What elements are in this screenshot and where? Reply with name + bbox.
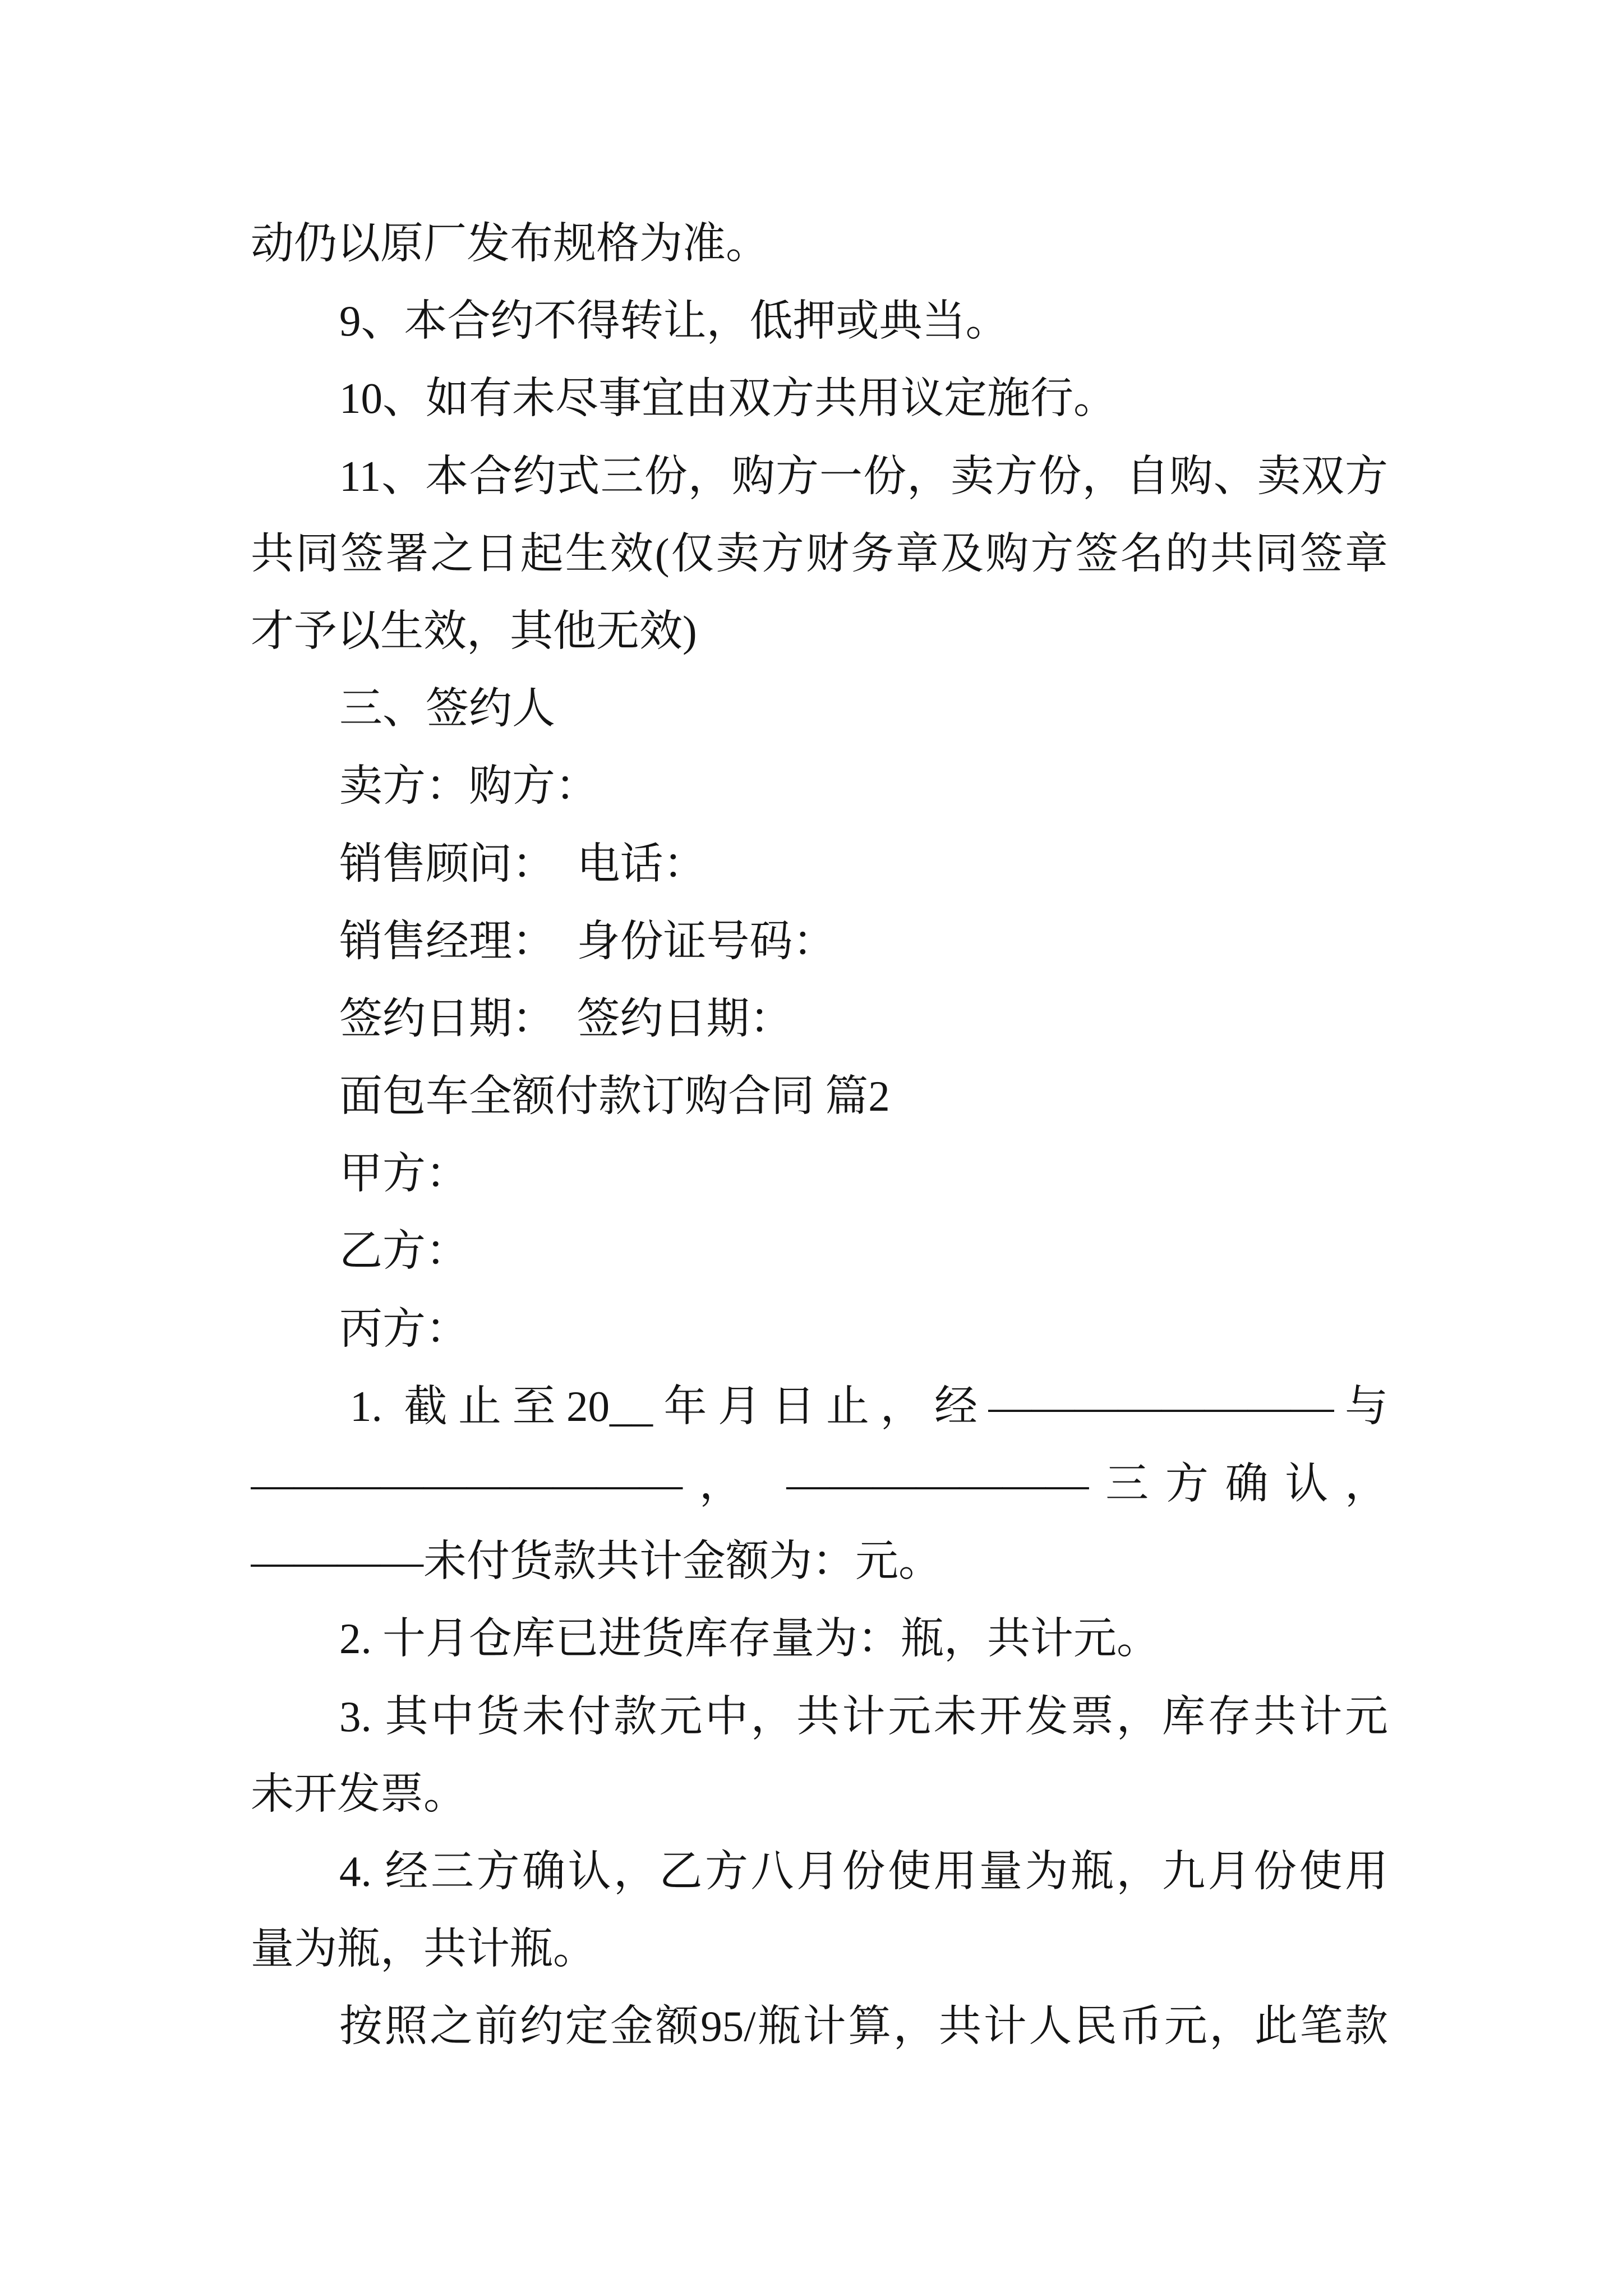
document-body (251, 205, 1388, 2065)
text-line: 按照之前约定金额95/瓶计算，共计人民币元，此笔款 (339, 2002, 1388, 2051)
text-line: 三、签约人 (339, 684, 555, 733)
text-line: 甲方： (339, 1149, 469, 1198)
text-line: 1. 截止至20__年月日止，经————————与 (350, 1382, 1388, 1430)
text-line: 卖方：购方： (339, 762, 598, 811)
item-3 (251, 1678, 1388, 1833)
text-line: 丙方： (339, 1304, 469, 1353)
sales-manager-id-field (251, 903, 1388, 980)
signing-date-field (251, 980, 1388, 1057)
payment-paragraph (251, 1987, 1388, 2065)
text-line: ——————————， ———————三方确认， (251, 1460, 1388, 1508)
seller-buyer-field (251, 747, 1388, 825)
text-line: 9、本合约不得转让，低押或典当。 (339, 297, 1009, 346)
contract-title (251, 1057, 1388, 1135)
clause-9 (251, 282, 1388, 360)
party-b-field (251, 1212, 1388, 1290)
item-2 (251, 1600, 1388, 1677)
signatories-heading (251, 670, 1388, 747)
text-line: 10、如有未尽事宜由双方共用议定施行。 (339, 374, 1117, 423)
text-line: 3. 其中货未付款元中，共计元未开发票，库存共计元 (339, 1692, 1388, 1741)
text-line: 面包车全额付款订购合同 篇2 (339, 1072, 890, 1121)
text-line: 量为瓶，共计瓶。 (251, 1925, 596, 1973)
text-line: ————未付货款共计金额为：元。 (251, 1537, 942, 1586)
clause-10 (251, 360, 1388, 437)
paragraph (251, 205, 1388, 282)
text-line: 乙方： (339, 1227, 469, 1276)
clause-11 (251, 438, 1388, 670)
item-4 (251, 1833, 1388, 1987)
text-line: 2. 十月仓库已进货库存量为：瓶，共计元。 (339, 1614, 1160, 1663)
text-line: 共同签署之日起生效(仅卖方财务章及购方签名的共同签章 (251, 529, 1388, 578)
text-line: 才予以生效，其他无效) (251, 606, 697, 655)
sales-advisor-phone-field (251, 825, 1388, 903)
item-1 (251, 1368, 1388, 1600)
text-line: 动仍以原厂发布规格为准。 (251, 219, 769, 268)
text-line: 销售经理： 身份证号码： (339, 917, 836, 965)
party-c-field (251, 1290, 1388, 1368)
text-line: 未开发票。 (251, 1769, 467, 1818)
text-line: 4. 经三方确认，乙方八月份使用量为瓶，九月份使用 (339, 1847, 1388, 1895)
party-a-field (251, 1135, 1388, 1212)
text-line: 签约日期： 签约日期： (339, 994, 793, 1043)
text-line: 11、本合约式三份，购方一份，卖方份，自购、卖双方 (339, 452, 1388, 500)
text-line: 销售顾问： 电话： (339, 839, 707, 888)
